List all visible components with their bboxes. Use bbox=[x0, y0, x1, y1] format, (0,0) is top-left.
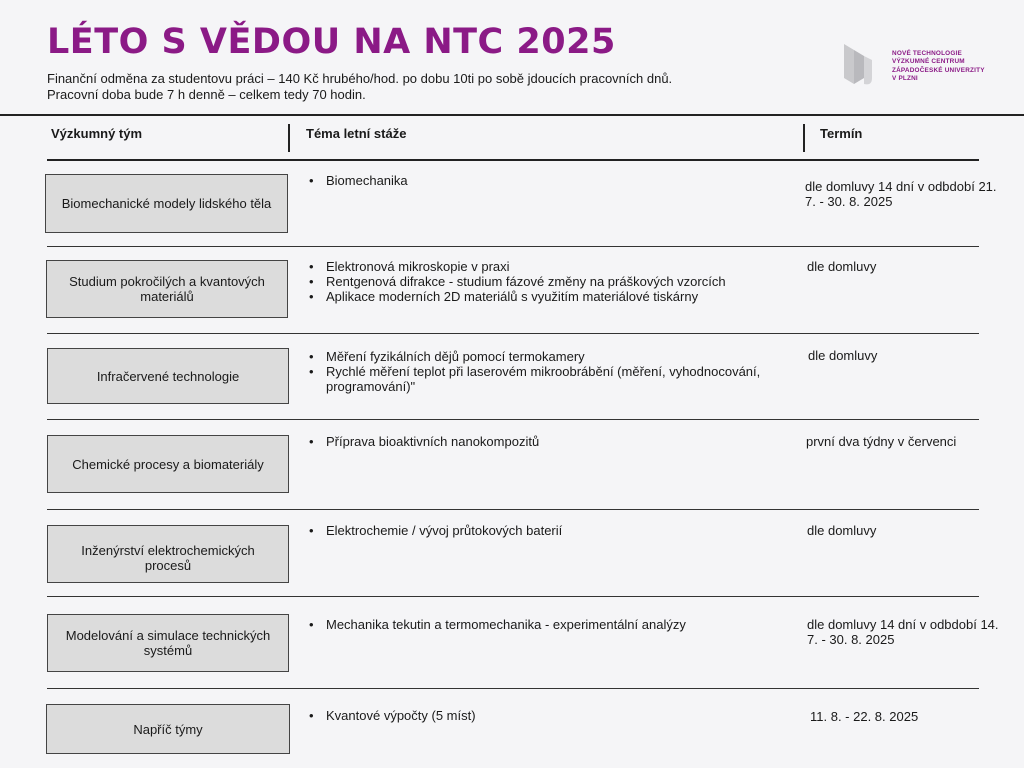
term-text: 11. 8. - 22. 8. 2025 bbox=[810, 709, 919, 724]
team-box: Inženýrství elektrochemických procesů bbox=[47, 525, 289, 583]
column-separator bbox=[288, 124, 290, 152]
topic-item: • Kvantové výpočty (5 míst) bbox=[306, 708, 796, 723]
topic-item: • Elektrochemie / vývoj průtokových baterií bbox=[306, 523, 796, 538]
column-header-topic: Téma letní stáže bbox=[306, 126, 407, 141]
term-text: dle domluvy bbox=[807, 259, 877, 274]
team-box: Chemické procesy a biomateriály bbox=[47, 435, 289, 493]
topic-list bbox=[306, 434, 796, 449]
team-box: Infračervené technologie bbox=[47, 348, 289, 404]
row-divider bbox=[47, 246, 979, 247]
team-box: Napříč týmy bbox=[46, 704, 290, 754]
topic-list bbox=[306, 708, 796, 723]
header-divider bbox=[0, 114, 1024, 116]
topic-item: • Příprava bioaktivních nanokompozitů bbox=[306, 434, 796, 449]
team-box: Studium pokročilých a kvantových materiálů bbox=[46, 260, 288, 318]
term-text: dle domluvy bbox=[807, 523, 877, 538]
topic-list bbox=[306, 173, 796, 188]
ntc-logo-mark-icon bbox=[842, 40, 886, 90]
logo-line: V PLZNI bbox=[892, 74, 918, 82]
intro-line-hours: Pracovní doba bude 7 h denně – celkem tedy 70 hodin. bbox=[47, 87, 366, 102]
topic-item: • Měření fyzikálních dějů pomocí termokamery bbox=[306, 349, 776, 364]
term-text: dle domluvy 14 dní v odbdobí 14. 7. - 30. 8. 2025 bbox=[807, 617, 999, 647]
column-header-team: Výzkumný tým bbox=[51, 126, 143, 141]
logo-text bbox=[892, 50, 985, 83]
topic-item: • Biomechanika bbox=[306, 173, 796, 188]
term-text: první dva týdny v červenci bbox=[806, 434, 957, 449]
page-title: LÉTO S VĚDOU NA NTC 2025 bbox=[47, 22, 616, 62]
team-box: Modelování a simulace technických systémů bbox=[47, 614, 289, 672]
row-divider bbox=[47, 509, 979, 510]
team-box: Biomechanické modely lidského těla bbox=[45, 174, 288, 233]
row-divider bbox=[47, 596, 979, 597]
topic-list bbox=[306, 523, 796, 538]
topic-item: • Rychlé měření teplot při laserovém mikroobrábění (měření, vyhodnocování, programování)" bbox=[306, 364, 776, 394]
topic-list bbox=[306, 617, 796, 632]
topic-list bbox=[306, 349, 776, 394]
intro-text bbox=[47, 71, 672, 103]
column-header-term: Termín bbox=[820, 126, 863, 141]
table-header-divider bbox=[47, 159, 979, 161]
logo-line: NOVÉ TECHNOLOGIE bbox=[892, 50, 962, 57]
topic-item: • Elektronová mikroskopie v praxi bbox=[306, 259, 796, 274]
term-text: dle domluvy 14 dní v odbdobí 21. 7. - 30. 8. 2025 bbox=[805, 179, 997, 209]
row-divider bbox=[47, 419, 979, 420]
intro-line-pay: Finanční odměna za studentovu práci – 140 Kč hrubého/hod. po dobu 10ti po sobě jdoucích pracovních dnů. bbox=[47, 71, 673, 86]
term-text: dle domluvy bbox=[808, 348, 878, 363]
topic-list bbox=[306, 259, 796, 304]
ntc-logo bbox=[842, 40, 1002, 90]
topic-item: • Mechanika tekutin a termomechanika - experimentální analýzy bbox=[306, 617, 796, 632]
row-divider bbox=[47, 333, 979, 334]
topic-item: • Rentgenová difrakce - studium fázové změny na práškových vzorcích bbox=[306, 274, 796, 289]
row-divider bbox=[47, 688, 979, 689]
topic-item: • Aplikace moderních 2D materiálů s využitím materiálové tiskárny bbox=[306, 289, 796, 304]
column-separator bbox=[803, 124, 805, 152]
logo-line: ZÁPADOČESKÉ UNIVERZITY bbox=[892, 66, 985, 74]
logo-line: VÝZKUMNÉ CENTRUM bbox=[892, 58, 965, 66]
